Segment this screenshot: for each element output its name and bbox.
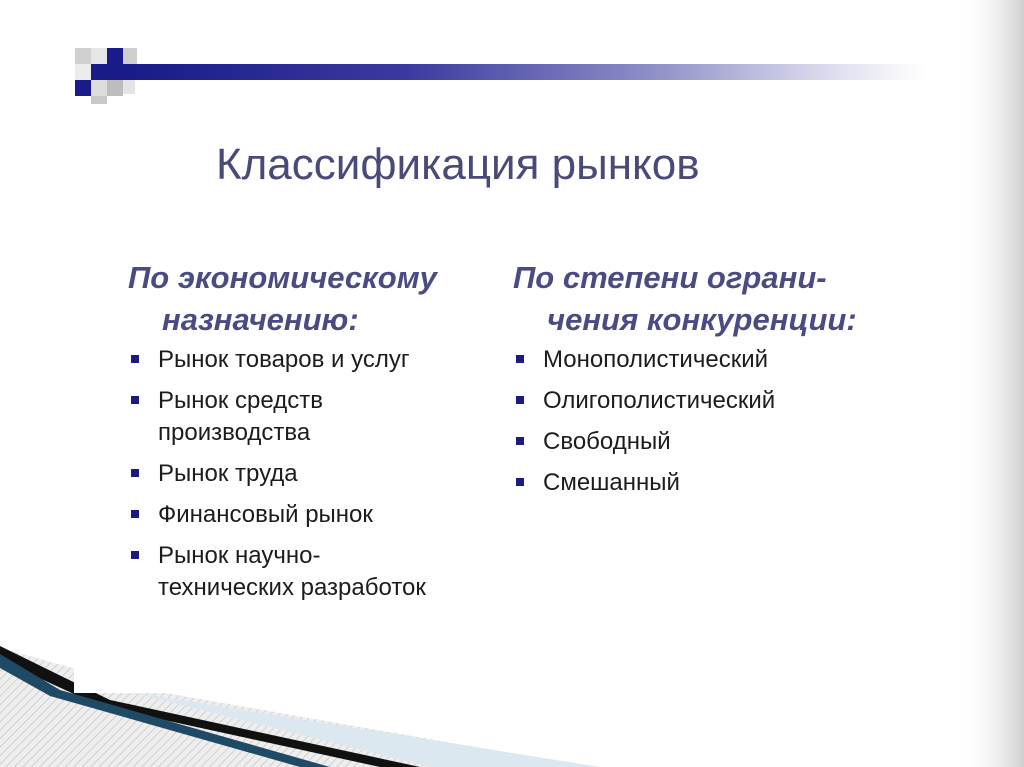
square-bullet-icon [131,510,139,518]
right-bullet-list [513,344,775,508]
right-heading-line-1: По степени ограни- [513,260,827,295]
list-item: Смешанный [513,467,775,499]
square-bullet-icon [131,355,139,363]
list-item: Рынок научно- технических разработок [128,540,426,604]
list-item: Рынок товаров и услуг [128,344,426,376]
square-bullet-icon [516,396,524,404]
square-bullet-icon [131,469,139,477]
header-gradient-bar [125,64,925,80]
right-heading-line-2: чения конкуренции: [547,302,857,337]
list-item: Рынок средств производства [128,385,426,449]
square-bullet-icon [131,551,139,559]
list-item: Финансовый рынок [128,499,426,531]
square-bullet-icon [516,478,524,486]
left-heading-line-1: По экономическому [128,260,437,295]
list-item: Рынок труда [128,458,426,490]
square-bullet-icon [131,396,139,404]
list-item: Олигополистический [513,385,775,417]
slide-title: Классификация рынков [216,140,700,189]
left-heading-line-2: назначению: [162,302,359,337]
left-bullet-list [128,344,426,613]
list-item: Свободный [513,426,775,458]
right-column-heading [513,257,857,341]
square-bullet-icon [516,437,524,445]
square-bullet-icon [516,355,524,363]
left-column-heading [128,257,437,341]
list-item: Монополистический [513,344,775,376]
